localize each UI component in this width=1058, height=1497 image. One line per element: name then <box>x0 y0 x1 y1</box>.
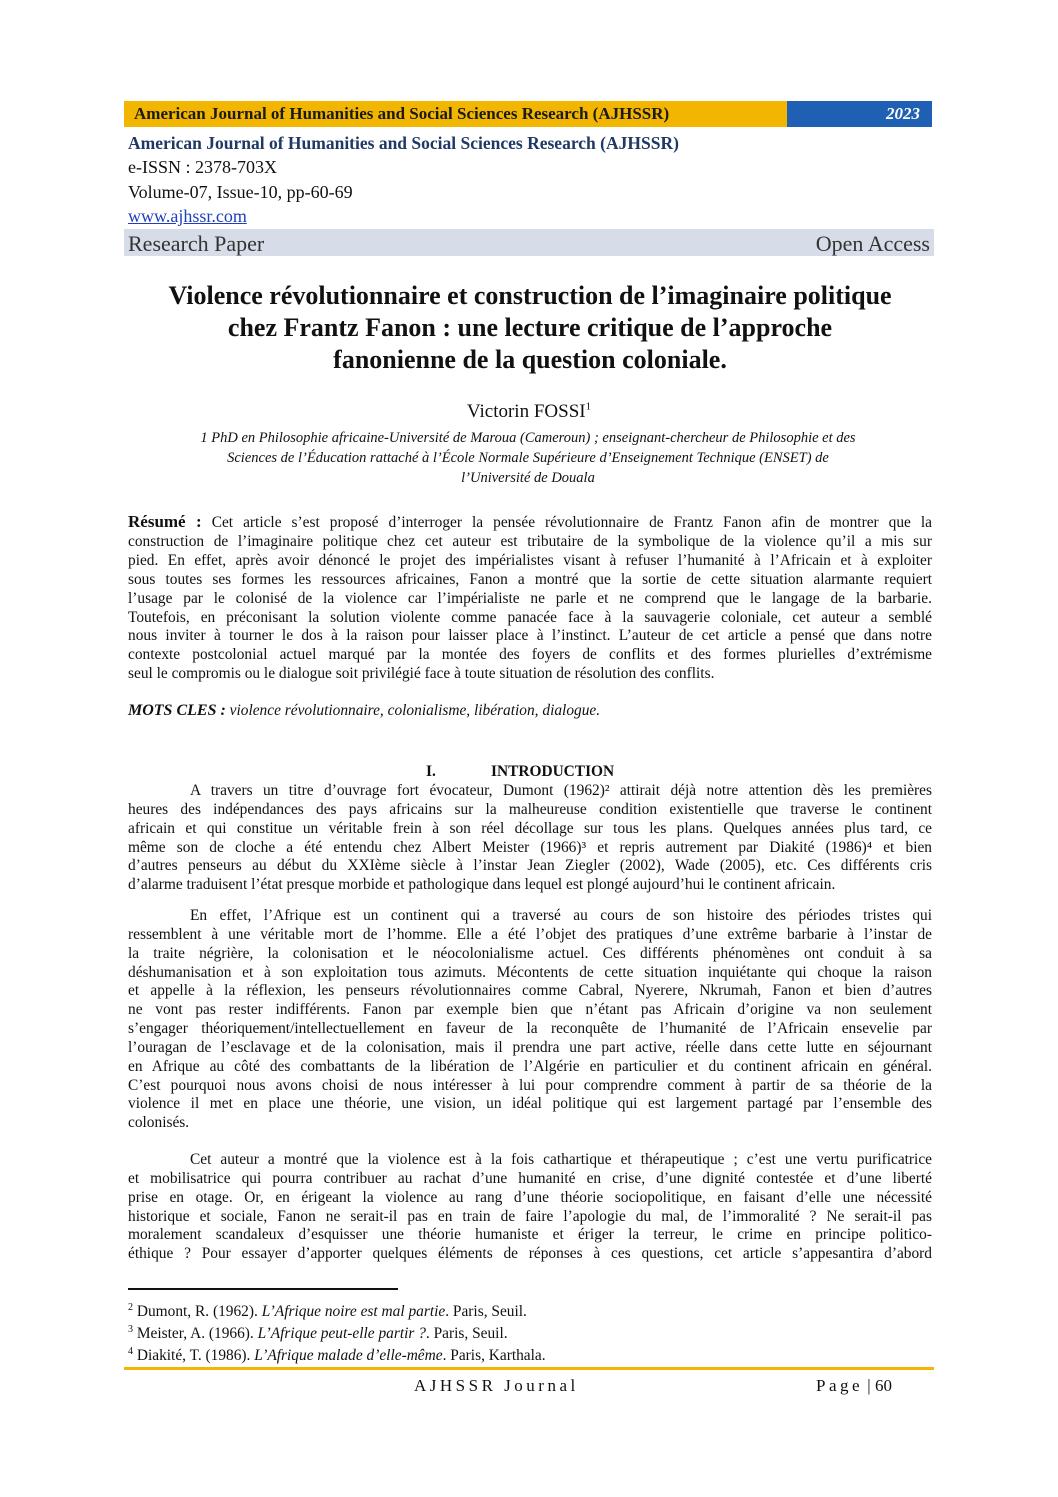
body-line: africain et qui constitue un véritable frein à son réel décollage sur tous les plans. Quelques années plus tard, ce <box>128 819 932 837</box>
footnote-divider <box>128 1288 398 1290</box>
abstract-line: Toutefois, en préconisant la solution violente comme panacée face à la sauvagerie coloniale, cet auteur a semblé <box>128 608 932 626</box>
abstract-line: l’usage par le colonisé de la violence car l’impérialiste ne parle et ne comprend que le langage de la barbarie. <box>128 589 932 607</box>
keywords <box>128 702 600 720</box>
body-line: historique et sociale, Fanon ne serait-il pas en train de faire l’apologie du mal, de l’immoralité ? Ne serait-il pas <box>128 1207 932 1225</box>
header-year-box <box>787 101 932 127</box>
paper-type-bar <box>124 229 934 256</box>
body-line: même son de cloche a été entendu chez Albert Meister (1966)³ et repris autrement par Diakité (1986)⁴ et bien <box>128 838 932 856</box>
abstract-line: sous toutes ses formes les ressources africaines, Fanon a montré que la sortie de cette situation alarmante requiert <box>128 570 932 588</box>
abstract-line: nous inviter à tourner le dos à la raison pour laisser place à l’instinct. L’auteur de cet article a pensé que dans notre <box>128 627 932 645</box>
footnote-book-title: L’Afrique peut-elle partir ? <box>257 1325 426 1342</box>
body-line: s’engager théoriquement/intellectuellement en faveur de la reconquête de l’humanité de l’Africain ensevelie par <box>128 1020 932 1038</box>
affiliation-line: Sciences de l’Éducation rattaché à l’École Normale Supérieure d’Enseignement Technique (ENSET) de <box>227 450 829 466</box>
footnote <box>128 1303 527 1321</box>
body-line: En effet, l’Afrique est un continent qui a traversé au cours de son histoire des périodes tristes qui <box>190 907 932 924</box>
author-affil-mark: 1 <box>585 400 592 413</box>
paragraph-3 <box>128 1151 932 1264</box>
affiliation-line: 1 PhD en Philosophie africaine-Université de Maroua (Cameroun) ; enseignant-chercheur de Philosophie et des <box>200 430 856 446</box>
footer-page-number: 60 <box>874 1376 892 1395</box>
body-line: d’autres penseurs au début du XXIème siècle à l’instar Jean Ziegler (2002), Wade (2005), etc. Ces différents cris <box>128 857 932 875</box>
section-number: I. <box>426 763 436 780</box>
journal-url-link[interactable]: www.ajhssr.com <box>128 206 247 226</box>
body-line: heures des indépendances des pays africains sur la malheureuse condition existentielle que traverse le continent <box>128 800 932 818</box>
affiliation <box>124 428 932 488</box>
author <box>0 401 1058 423</box>
footnote-ref: Dumont, R. (1962). <box>133 1303 262 1320</box>
body-line: ne vont pas rester indifférents. Fanon par exemple bien que n’étant pas Africain d’origine va non seulement <box>128 1001 932 1019</box>
title-line: chez Frantz Fanon : une lecture critique de l’approche <box>227 313 833 342</box>
abstract <box>128 513 932 684</box>
title-line: Violence révolutionnaire et construction de l’imaginaire politique <box>168 281 892 310</box>
header-year: 2023 <box>886 104 920 123</box>
footnote-ref: Meister, A. (1966). <box>133 1325 258 1342</box>
footnote-ref: Diakité, T. (1986). <box>133 1347 255 1364</box>
paragraph-2 <box>128 907 932 1133</box>
abstract-line <box>128 513 932 533</box>
access-type: Open Access <box>815 231 930 256</box>
footnote <box>128 1325 508 1343</box>
keywords-label: MOTS CLES : <box>128 702 226 719</box>
header-journal-name: American Journal of Humanities and Social Sciences Research (AJHSSR) <box>134 104 670 123</box>
body-line: et mobilisatrice qui pourra contribuer au rachat d’une humanité en crise, d’une dignité contestée et d’une liberté <box>128 1169 932 1187</box>
body-line: Cet auteur a montré que la violence est à la fois cathartique et thérapeutique ; c’est une vertu purificatrice <box>190 1151 932 1168</box>
body-line: moralement scandaleux d’esquisser une théorie humaniste et ériger la terreur, le crime en principe politico- <box>128 1226 932 1244</box>
footnote-book-title: L’Afrique malade d’elle-même <box>254 1347 443 1364</box>
footnote-publisher: . Paris, Karthala. <box>442 1347 546 1364</box>
footnote-publisher: . Paris, Seuil. <box>445 1303 527 1320</box>
header-band <box>124 101 932 127</box>
footnote-number: 4 <box>128 1345 133 1357</box>
footer-page-label: Page <box>816 1376 864 1395</box>
abstract-first-line: Cet article s’est proposé d’interroger la pensée révolutionnaire de Frantz Fanon afin de montrer que la <box>201 514 933 531</box>
body-line: d’alarme traduisent l’état presque morbide et pathologique dans lequel est plongé aujourd’hui le continent africain. <box>128 876 836 894</box>
title-line: fanonienne de la question coloniale. <box>333 345 727 374</box>
issn: e-ISSN : 2378-703X <box>128 157 277 177</box>
body-line: C’est pourquoi nous avons choisi de nous intéresser à lui pour comprendre comment à partir de sa théorie de la <box>128 1076 932 1094</box>
author-name: Victorin FOSSI <box>466 401 586 422</box>
abstract-line: contexte postcolonial actuel marqué par la montée des foyers de conflits et des formes plurielles d’extrémisme <box>128 646 932 664</box>
abstract-line: construction de l’imaginaire politique chez cet auteur est tributaire de la symbolique de la violence qu’il a mis sur <box>128 532 932 550</box>
body-line: A travers un titre d’ouvrage fort évocateur, Dumont (1962)² attirait déjà notre attention dès les premières <box>190 782 932 799</box>
volume-info: Volume-07, Issue-10, pp-60-69 <box>128 182 353 202</box>
footer-page <box>816 1376 892 1396</box>
body-line: ressemblent à une véritable mort de l’homme. Elle a été l’objet des pratiques d’une extrême barbarie à l’instar de <box>128 925 932 943</box>
footnote-publisher: . Paris, Seuil. <box>425 1325 508 1342</box>
footnote-book-title: L’Afrique noire est mal partie <box>261 1303 446 1320</box>
abstract-label: Résumé : <box>128 512 202 531</box>
footer-journal: AJHSSR Journal <box>414 1376 579 1395</box>
paragraph-1 <box>128 782 932 895</box>
abstract-line: pied. En effet, après avoir dénoncé le projet des impérialistes visant à refuser l’humanité à l’Africain et à exploiter <box>128 551 932 569</box>
keywords-text: violence révolutionnaire, colonialisme, libération, dialogue. <box>225 702 601 719</box>
body-line: violence il met en place une théorie, une vision, un idéal politique qui est largement partagé par l’ensemble des <box>128 1095 932 1113</box>
body-line: déshumanisation et à son exploitation tous azimuts. Mécontents de cette situation inquiétante qui choque la raison <box>128 963 932 981</box>
body-line: prise en otage. Or, en érigeant la violence au rang d’une théorie sociopolitique, en faisant d’elle une nécessité <box>128 1188 932 1206</box>
body-line: la traite négrière, la colonisation et le néocolonialisme actuel. Ces différents phénomènes ont conduit à sa <box>128 944 932 962</box>
affiliation-line: l’Université de Douala <box>461 470 595 486</box>
body-line: éthique ? Pour essayer d’apporter quelques éléments de réponses à ces questions, cet article s’appesantira d’abord <box>128 1245 932 1263</box>
body-line: et appelle à la réflexion, les penseurs révolutionnaires comme Cabral, Nyerere, Nkrumah, Fanon et bien d’autres <box>128 982 932 1000</box>
body-line: en Afrique au côté des combattants de la libération de l’Algérie en particulier et du continent africain en général. <box>128 1057 932 1075</box>
footer-separator: | <box>863 1376 875 1395</box>
footnote <box>128 1347 546 1365</box>
footnote-number: 3 <box>128 1323 133 1335</box>
paper-type: Research Paper <box>128 231 265 256</box>
footnote-number: 2 <box>128 1301 133 1313</box>
footer-rule <box>124 1367 934 1370</box>
abstract-line: seul le compromis ou le dialogue soit privilégié face à toute situation de résolution des conflits. <box>128 665 715 683</box>
journal-title: American Journal of Humanities and Social Sciences Research (AJHSSR) <box>128 133 679 153</box>
body-line: l’ouragan de l’esclavage et de la colonisation, mais il prendra une part active, réelle dans cette lutte en séjournant <box>128 1038 932 1056</box>
section-title: INTRODUCTION <box>491 763 615 780</box>
body-line: colonisés. <box>128 1114 190 1132</box>
paper-title <box>110 280 950 376</box>
